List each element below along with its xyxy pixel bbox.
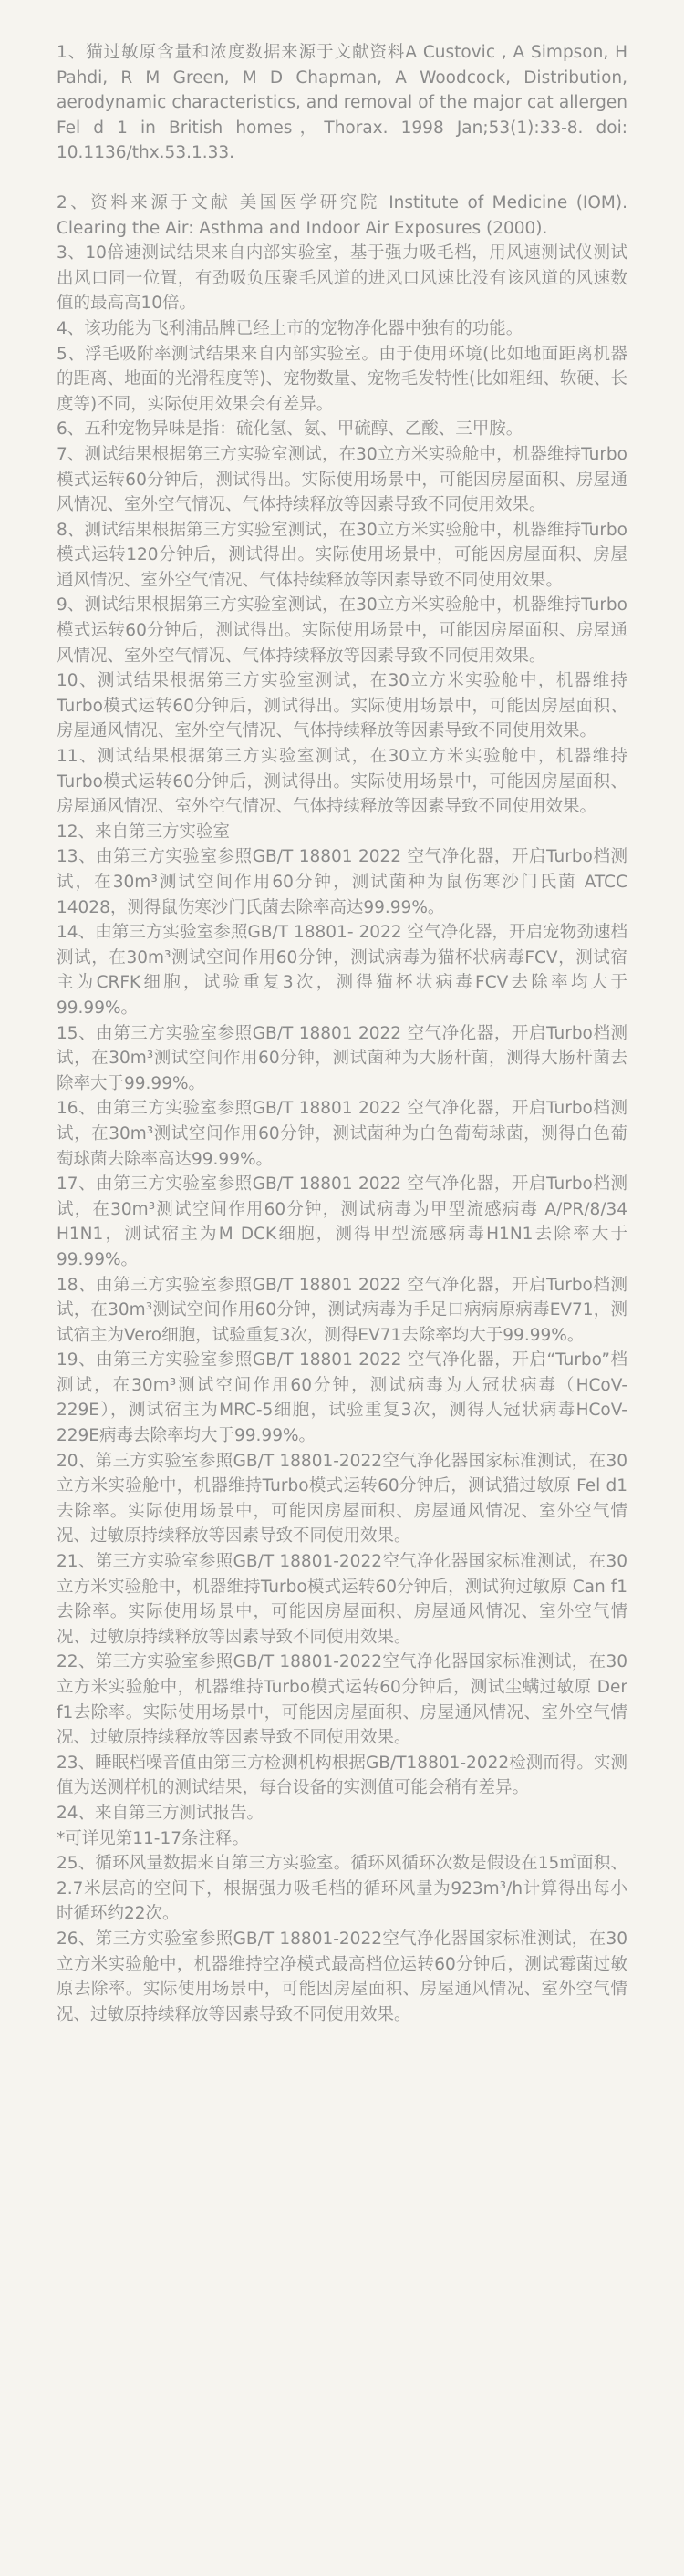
footnote-18: 18、由第三方实验室参照GB/T 18801 2022 空气净化器，开启Turbo档测试，在30m³测试空间作用60分钟，测试病毒为手足口病病原病毒EV71，测试宿主为Vero细胞，试验重复3次，测得EV71去除率均大于99.99%。 [57, 1275, 627, 1345]
footnote-3: 3、10倍速测试结果来自内部实验室，基于强力吸毛档，用风速测试仪测试出风口同一位置，有劲吸负压聚毛风道的进风口风速比没有该风道的风速数值的最高高10倍。 [57, 243, 627, 314]
footnote-4: 4、该功能为飞利浦品牌已经上市的宠物净化器中独有的功能。 [57, 318, 523, 338]
footnote-25: 25、循环风量数据来自第三方实验室。循环风循环次数是假设在15㎡面积、2.7米层高的空间下，根据强力吸毛档的循环风量为923m³/h计算得出每小时循环约22次。 [57, 1854, 627, 1924]
footnote-8: 8、测试结果根据第三方实验室测试，在30立方米实验舱中，机器维持Turbo模式运转120分钟后，测试得出。实际使用场景中，可能因房屋面积、房屋通风情况、室外空气情况、气体持续释放等因素导致不同使用效果。 [57, 520, 627, 590]
footnote-12: 12、来自第三方实验室 [57, 822, 231, 842]
footnote-20: 20、第三方实验室参照GB/T 18801-2022空气净化器国家标准测试，在30立方米实验舱中，机器维持Turbo模式运转60分钟后，测试猫过敏原 Fel d1去除率。实际使用场景中，可能因房屋面积、房屋通风情况、室外空气情况、过敏原持续释放等因素导致不同使用效果。 [57, 1451, 627, 1547]
footnote-22: 22、第三方实验室参照GB/T 18801-2022空气净化器国家标准测试，在30立方米实验舱中，机器维持Turbo模式运转60分钟后，测试尘螨过敏原 Der f1去除率。实际使用场景中，可能因房屋面积、房屋通风情况、室外空气情况、过敏原持续释放等因素导致不同使用效果。 [57, 1652, 627, 1748]
footnote-24-remark: *可详见第11-17条注释。 [57, 1828, 250, 1848]
footnote-24: 24、来自第三方测试报告。 [57, 1803, 264, 1823]
footnote-15: 15、由第三方实验室参照GB/T 18801 2022 空气净化器，开启Turbo档测试，在30m³测试空间作用60分钟，测试菌种为大肠杆菌，测得大肠杆菌去除率大于99.99%。 [57, 1023, 627, 1093]
footnote-5: 5、浮毛吸附率测试结果来自内部实验室。由于使用环境(比如地面距离机器的距离、地面的光滑程度等)、宠物数量、宠物毛发特性(比如粗细、软硬、长度等)不同，实际使用效果会有差异。 [57, 344, 627, 414]
footnote-10: 10、测试结果根据第三方实验室测试，在30立方米实验舱中，机器维持Turbo模式运转60分钟后，测试得出。实际使用场景中，可能因房屋面积、房屋通风情况、室外空气情况、气体持续释放等因素导致不同使用效果。 [57, 671, 627, 741]
footnote-16: 16、由第三方实验室参照GB/T 18801 2022 空气净化器，开启Turbo档测试，在30m³测试空间作用60分钟，测试菌种为白色葡萄球菌，测得白色葡萄球菌去除率高达99.99%。 [57, 1099, 627, 1169]
footnote-21: 21、第三方实验室参照GB/T 18801-2022空气净化器国家标准测试，在30立方米实验舱中，机器维持Turbo模式运转60分钟后，测试狗过敏原 Can f1去除率。实际使用场景中，可能因房屋面积、房屋通风情况、室外空气情况、过敏原持续释放等因素导致不同使用效果。 [57, 1552, 627, 1647]
footnote-9: 9、测试结果根据第三方实验室测试，在30立方米实验舱中，机器维持Turbo模式运转60分钟后，测试得出。实际使用场景中，可能因房屋面积、房屋通风情况、室外空气情况、气体持续释放等因素导致不同使用效果。 [57, 595, 627, 666]
footnote-7: 7、测试结果根据第三方实验室测试，在30立方米实验舱中，机器维持Turbo模式运转60分钟后，测试得出。实际使用场景中，可能因房屋面积、房屋通风情况、室外空气情况、气体持续释放等因素导致不同使用效果。 [57, 444, 627, 515]
footnote-1: 1、猫过敏原含量和浓度数据来源于文献资料A Custovic , A Simpson, H Pahdi, R M Green, M D Chapman, A Woodcock, Distribution, aerodynamic characteristics, and removal of the major cat allergen Fel d 1 in British homes，Thorax. 1998 Jan;53(1):33-8. doi: 10.1136/thx.53.1.33. [57, 43, 627, 163]
footnote-23: 23、睡眠档噪音值由第三方检测机构根据GB/T18801-2022检测而得。实测值为送测样机的测试结果，每台设备的实测值可能会稍有差异。 [57, 1753, 627, 1798]
footnote-11: 11、测试结果根据第三方实验室测试，在30立方米实验舱中，机器维持Turbo模式运转60分钟后，测试得出。实际使用场景中，可能因房屋面积、房屋通风情况、室外空气情况、气体持续释放等因素导致不同使用效果。 [57, 747, 627, 817]
footnote-19: 19、由第三方实验室参照GB/T 18801 2022 空气净化器，开启“Turbo”档测试，在30m³测试空间作用60分钟，测试病毒为人冠状病毒（HCoV-229E），测试宿主为MRC-5细胞，试验重复3次，测得人冠状病毒HCoV-229E病毒去除率均大于99.99%。 [57, 1350, 627, 1446]
footnote-2: 2、资料来源于文献 美国医学研究院 Institute of Medicine (IOM). Clearing the Air: Asthma and Indoor Air Exposures (2000). [57, 192, 627, 238]
footnote-17: 17、由第三方实验室参照GB/T 18801 2022 空气净化器，开启Turbo档测试，在30m³测试空间作用60分钟，测试病毒为甲型流感病毒 A/PR/8/34 H1N1，测试宿主为M DCK细胞，测得甲型流感病毒H1N1去除率大于99.99%。 [57, 1174, 627, 1269]
footnote-14: 14、由第三方实验室参照GB/T 18801- 2022 空气净化器，开启宠物劲速档测试，在30m³测试空间作用60分钟，测试病毒为猫杯状病毒FCV，测试宿主为CRFK细胞，试验重复3次，测得猫杯状病毒FCV去除率均大于99.99%。 [57, 923, 627, 1018]
footnote-6: 6、五种宠物异味是指：硫化氢、氨、甲硫醇、乙酸、三甲胺。 [57, 419, 523, 440]
footnote-13: 13、由第三方实验室参照GB/T 18801 2022 空气净化器，开启Turbo档测试，在30m³测试空间作用60分钟，测试菌种为鼠伤寒沙门氏菌 ATCC 14028，测得鼠伤寒沙门氏菌去除率高达99.99%。 [57, 847, 627, 917]
footnote-26: 26、第三方实验室参照GB/T 18801-2022空气净化器国家标准测试，在30立方米实验舱中，机器维持空净模式最高档位运转60分钟后，测试霉菌过敏原去除率。实际使用场景中，可能因房屋面积、房屋通风情况、室外空气情况、过敏原持续释放等因素导致不同使用效果。 [57, 1929, 627, 2024]
footnotes-list [57, 40, 627, 2027]
